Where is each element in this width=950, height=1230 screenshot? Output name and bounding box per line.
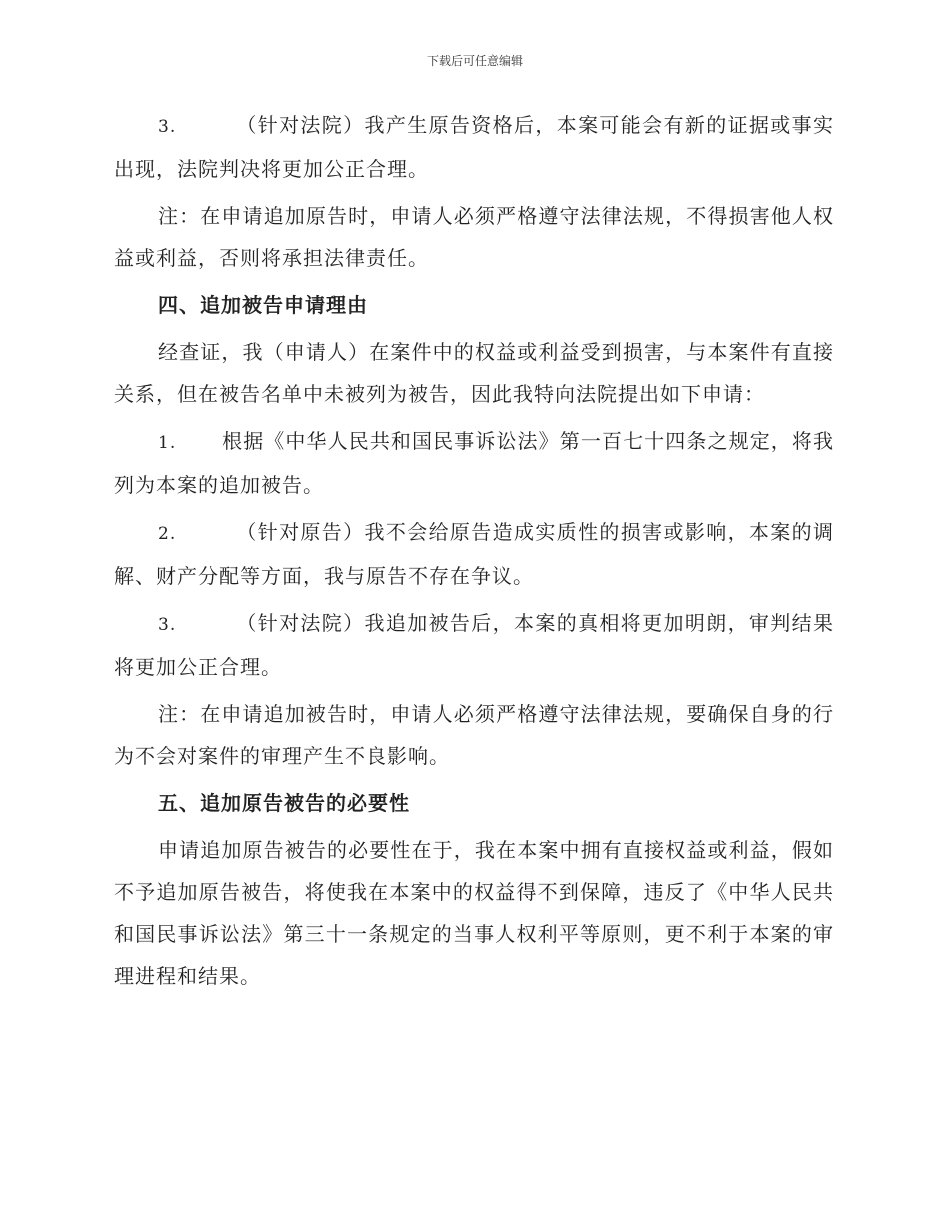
paragraph-item-1-law: [114, 420, 834, 506]
paragraph-text: （针对法院）我产生原告资格后，本案可能会有新的证据或事实出现，法院判决将更加公正合理。: [114, 113, 834, 181]
paragraph-defendant-intro: [114, 331, 834, 415]
paragraph-text: 申请追加原告被告的必要性在于，我在本案中拥有直接权益或利益，假如不予追加原告被告，将使我在本案中的权益得不到保障，违反了《中华人民共和国民事诉讼法》第三十一条规定的当事人权利平等原则，更不利于本案的审理进程和结果。: [114, 838, 834, 988]
paragraph-note-defendant: [114, 693, 834, 777]
paragraph-note-plaintiff: [114, 195, 834, 279]
list-number: 2.: [158, 524, 177, 544]
paragraph-text: 经查证，我（申请人）在案件中的权益或利益受到损害，与本案件有直接关系，但在被告名单中未被列为被告，因此我特向法院提出如下申请：: [114, 340, 834, 406]
list-number: 3.: [158, 117, 177, 137]
list-number: 3.: [158, 615, 177, 635]
paragraph-item-3-court: [114, 104, 834, 190]
paragraph-text: （针对法院）我追加被告后，本案的真相将更加明朗，审判结果将更加公正合理。: [114, 611, 834, 679]
paragraph-text: 根据《中华人民共和国民事诉讼法》第一百七十四条之规定，将我列为本案的追加被告。: [114, 429, 834, 497]
page-header: 下载后可任意编辑: [426, 54, 523, 68]
list-number: 1.: [158, 433, 177, 453]
document-body: [114, 104, 834, 1002]
paragraph-text: 注：在申请追加原告时，申请人必须严格遵守法律法规，不得损害他人权益或利益，否则将承担法律责任。: [114, 204, 834, 270]
paragraph-item-3-court-defendant: [114, 602, 834, 688]
paragraph-text: （针对原告）我不会给原告造成实质性的损害或影响，本案的调解、财产分配等方面，我与原告不存在争议。: [114, 520, 834, 588]
section-heading-5: 五、追加原告被告的必要性: [158, 791, 410, 815]
section-heading-4: 四、追加被告申请理由: [158, 293, 368, 317]
paragraph-necessity: [114, 829, 834, 997]
paragraph-text: 注：在申请追加被告时，申请人必须严格遵守法律法规，要确保自身的行为不会对案件的审理产生不良影响。: [114, 702, 834, 768]
paragraph-item-2-plaintiff: [114, 511, 834, 597]
